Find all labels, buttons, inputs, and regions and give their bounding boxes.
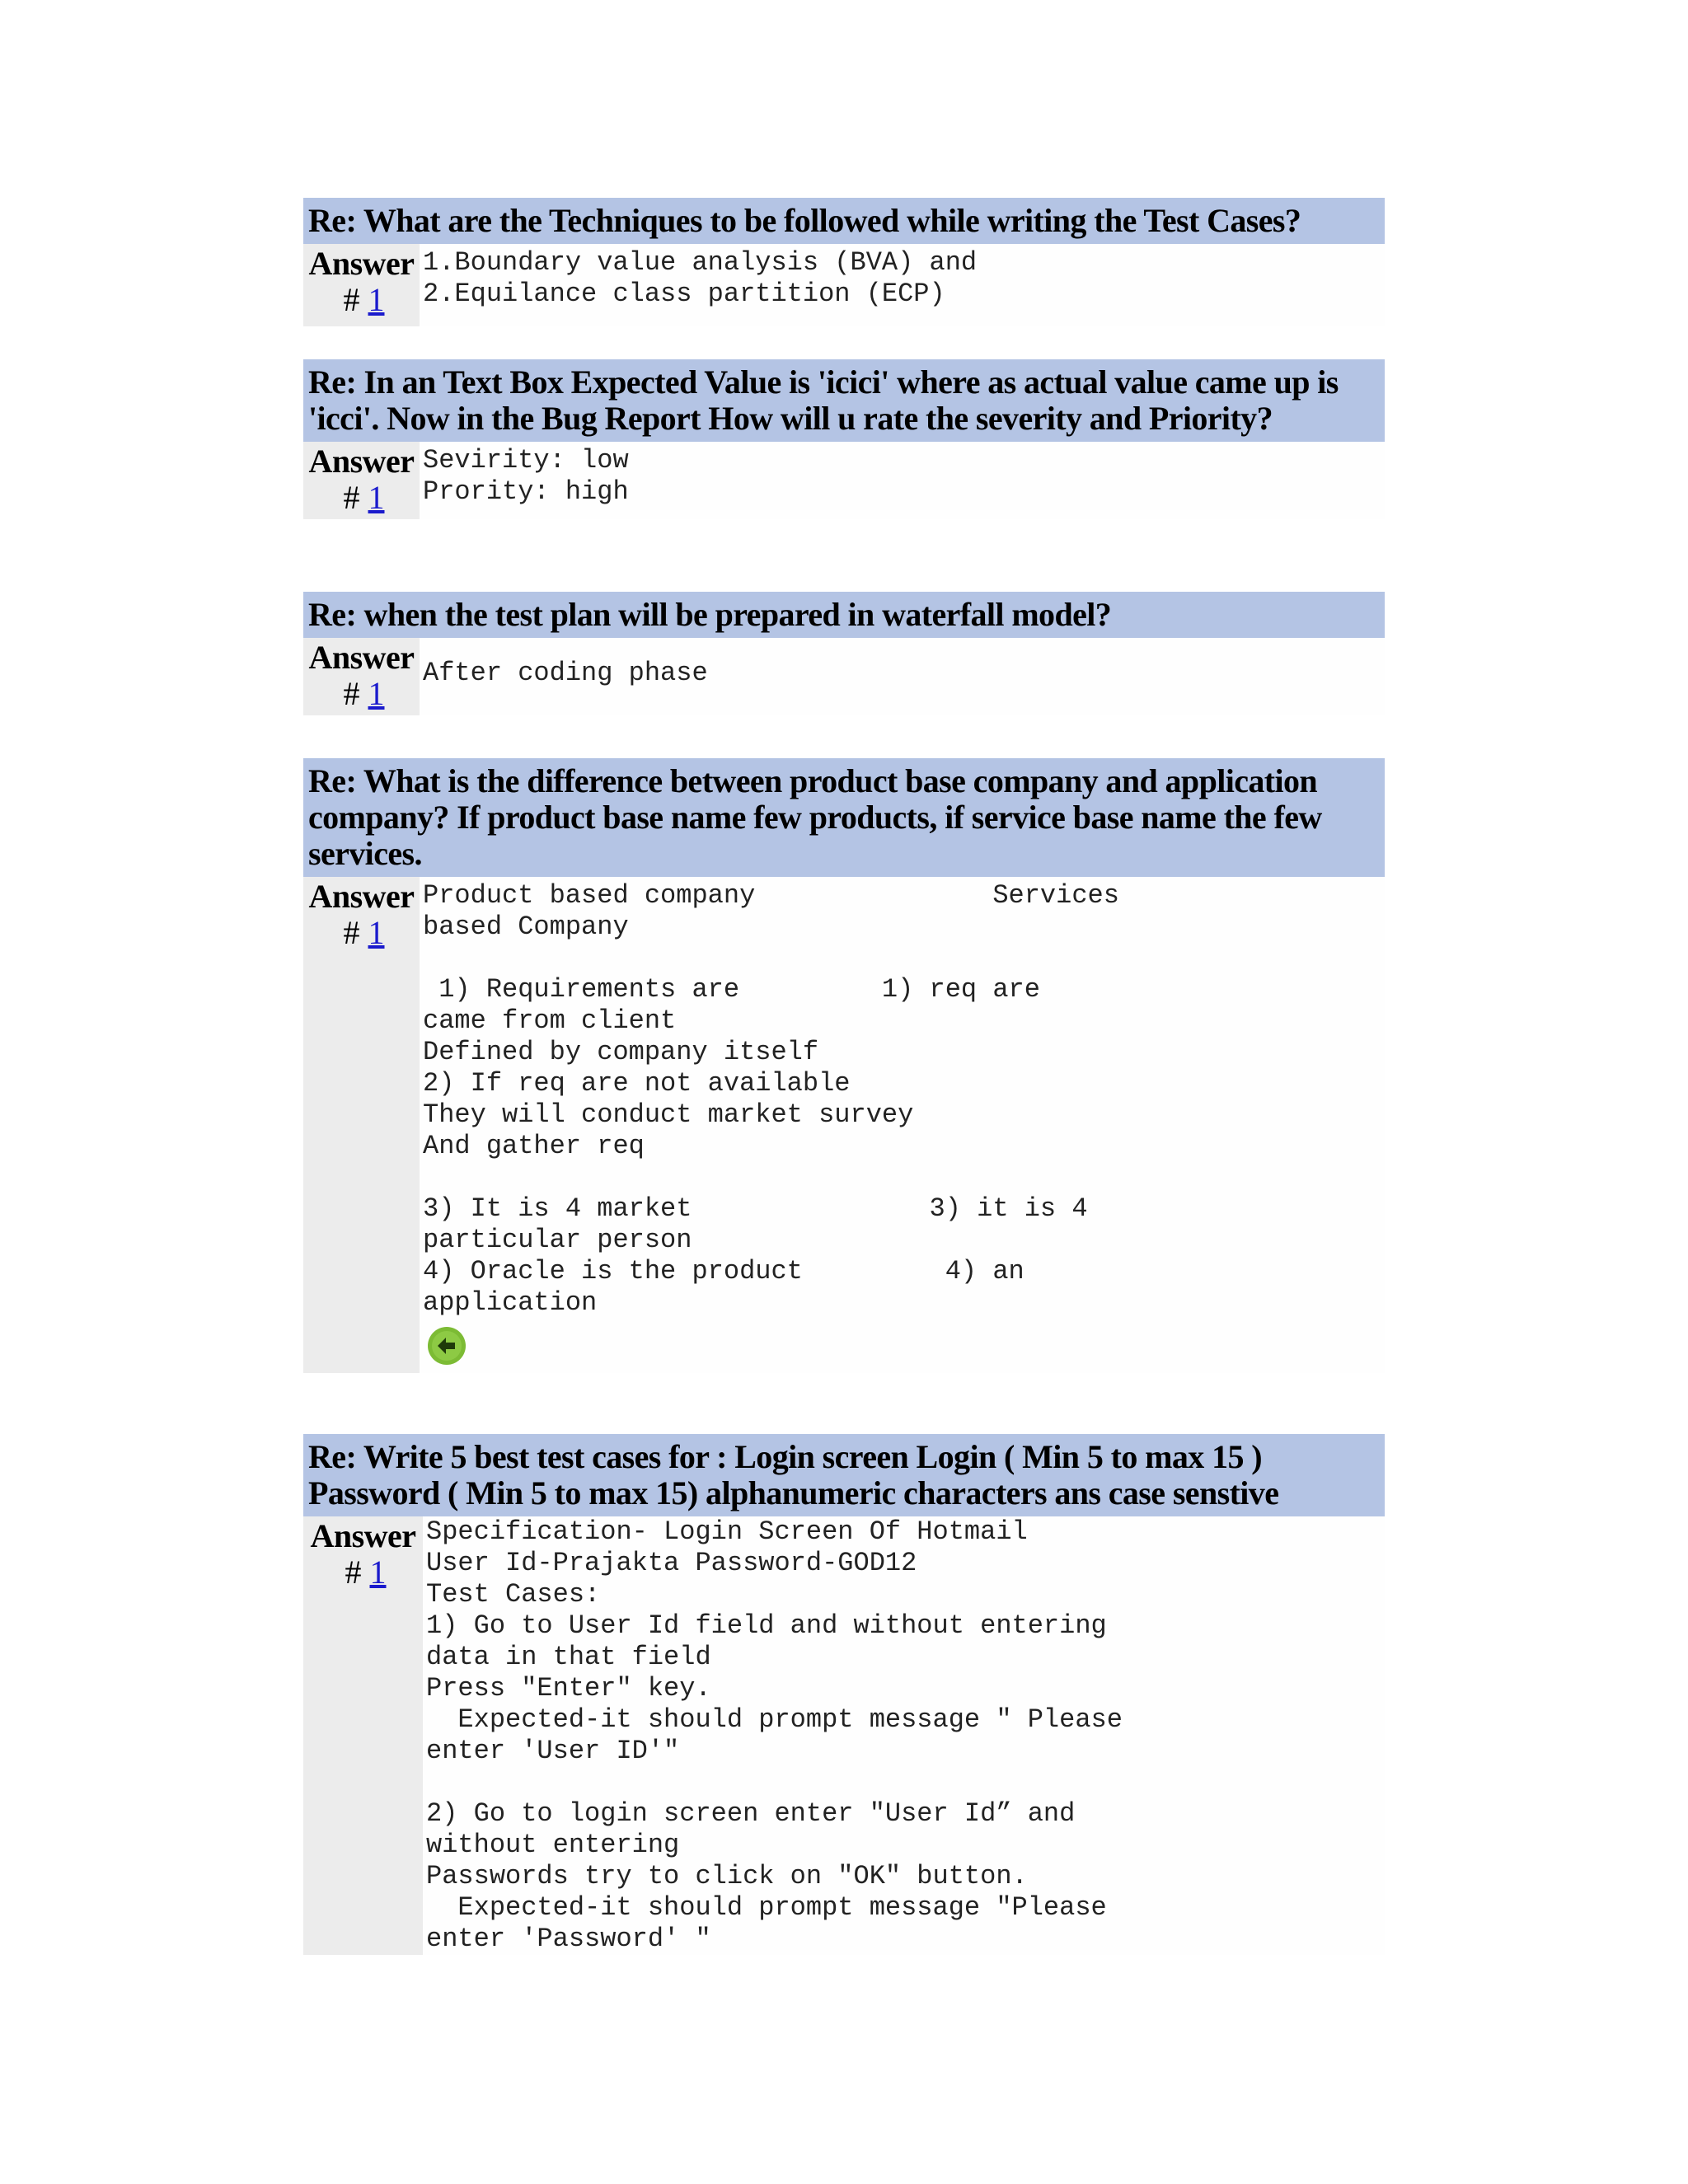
- answer-label-cell: [303, 877, 420, 1373]
- answer-number-link[interactable]: 1: [369, 1554, 387, 1591]
- answer-row: [303, 442, 1385, 519]
- answer-label: Answer: [308, 443, 415, 480]
- qa-entry: [303, 198, 1385, 326]
- answer-row: [303, 244, 1385, 326]
- question-heading: Re: Write 5 best test cases for : Login screen Login ( Min 5 to max 15 ) Password ( Min 5 to max 15) alphanumeric characters ans case senstive: [303, 1434, 1385, 1516]
- answer-label-cell: [303, 638, 420, 715]
- answer-label: Answer: [308, 245, 415, 282]
- question-heading: Re: when the test plan will be prepared in waterfall model?: [303, 592, 1385, 638]
- answer-label-cell: [303, 244, 420, 326]
- answer-number: [303, 1554, 423, 1591]
- answer-number-prefix: #: [343, 281, 360, 318]
- answer-text: Sevirity: low Prority: high: [420, 442, 1385, 519]
- answer-text: After coding phase: [420, 638, 1385, 715]
- qa-entry: [303, 359, 1385, 519]
- answer-number-prefix: #: [343, 914, 360, 951]
- back-arrow-icon[interactable]: [426, 1325, 467, 1366]
- answer-number-link[interactable]: 1: [368, 914, 385, 951]
- answer-number: [303, 282, 420, 318]
- answer-label-cell: [303, 1516, 423, 1955]
- answer-number-prefix: #: [345, 1554, 362, 1591]
- answer-number-link[interactable]: 1: [368, 479, 385, 516]
- answer-body-cell: [420, 877, 1385, 1373]
- answer-text: Product based company Services based Company 1) Requirements are 1) req are came from client Defined by company itself 2) If req are not available They will conduct market survey And gather req 3) It is 4 market 3) it is 4 particular person 4) Oracle is the product 4) an application: [423, 880, 1119, 1318]
- answer-number-prefix: #: [343, 479, 360, 516]
- qa-entry: [303, 1434, 1385, 1955]
- answer-row: [303, 1516, 1385, 1955]
- answer-row: [303, 638, 1385, 715]
- answer-text: Specification- Login Screen Of Hotmail User Id-Prajakta Password-GOD12 Test Cases: 1) Go to User Id field and without entering data in that field Press "Enter" key. Expected-it should prompt message " Please enter 'User ID'" 2) Go to login screen enter "User Id” and without entering Passwords try to click on "OK" button. Expected-it should prompt message "Please enter 'Password' ": [423, 1516, 1385, 1955]
- answer-row: [303, 877, 1385, 1373]
- answer-number: [303, 915, 420, 951]
- answer-text: 1.Boundary value analysis (BVA) and 2.Equilance class partition (ECP): [420, 244, 1385, 326]
- question-heading: Re: In an Text Box Expected Value is 'icici' where as actual value came up is 'icci'. Now in the Bug Report How will u rate the severity and Priority?: [303, 359, 1385, 442]
- answer-label: Answer: [308, 878, 415, 915]
- answer-number-prefix: #: [343, 675, 360, 712]
- qa-entry: [303, 758, 1385, 1373]
- qa-entry: [303, 592, 1385, 715]
- answer-label: Answer: [310, 1517, 416, 1554]
- answer-number-link[interactable]: 1: [368, 281, 385, 318]
- question-heading: Re: What is the difference between product base company and application company? If product base name few products, if service base name the few services.: [303, 758, 1385, 877]
- answer-label-cell: [303, 442, 420, 519]
- answer-number: [303, 676, 420, 712]
- answer-label: Answer: [308, 639, 415, 676]
- answer-number-link[interactable]: 1: [368, 675, 385, 712]
- answer-number: [303, 480, 420, 516]
- question-heading: Re: What are the Techniques to be followed while writing the Test Cases?: [303, 198, 1385, 244]
